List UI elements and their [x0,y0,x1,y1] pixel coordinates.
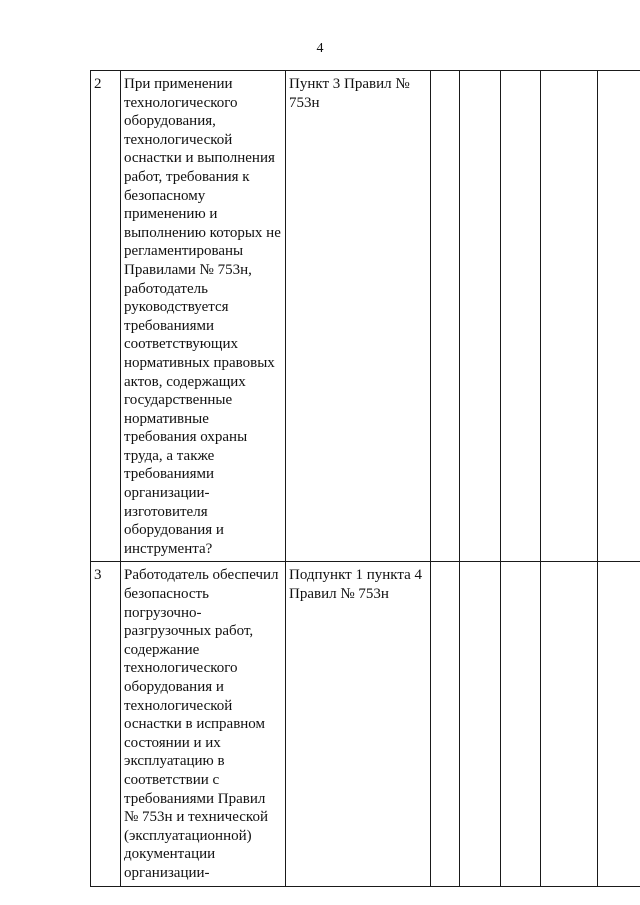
answer-cell-extra[interactable] [541,562,598,886]
requirement-question: Работодатель обеспечил безопасность погрузочно-разгрузочных работ, содержание технологического оборудования и технологической оснастки в исправном состоянии и их эксплуатацию в соответствии с требованиями Правил № 753н и технической (эксплуатационной) документации организации- [121,562,286,886]
notes-cell[interactable] [598,562,640,886]
requirement-question: При применении технологического оборудования, технологической оснастки и выполнения работ, требования к безопасному применению и выполнению которых не регламентированы Правилами № 753н, работодатель руководствуется требованиями соответствующих нормативных правовых актов, содержащих государственные нормативные требования охраны труда, а также требованиями организации-изготовителя оборудования и инструмента? [121,71,286,562]
checklist-table [90,70,640,887]
answer-cell-yes[interactable] [431,562,460,886]
answer-cell-yes[interactable] [431,71,460,562]
row-number: 3 [91,562,121,886]
legal-reference: Подпункт 1 пункта 4 Правил № 753н [286,562,431,886]
legal-reference: Пункт 3 Правил № 753н [286,71,431,562]
answer-cell-not-applicable[interactable] [501,562,541,886]
answer-cell-no[interactable] [460,562,501,886]
table-row [91,562,640,886]
row-number: 2 [91,71,121,562]
answer-cell-not-applicable[interactable] [501,71,541,562]
answer-cell-extra[interactable] [541,71,598,562]
answer-cell-no[interactable] [460,71,501,562]
page-number: 4 [316,41,324,56]
table-row [91,71,640,562]
notes-cell[interactable] [598,71,640,562]
